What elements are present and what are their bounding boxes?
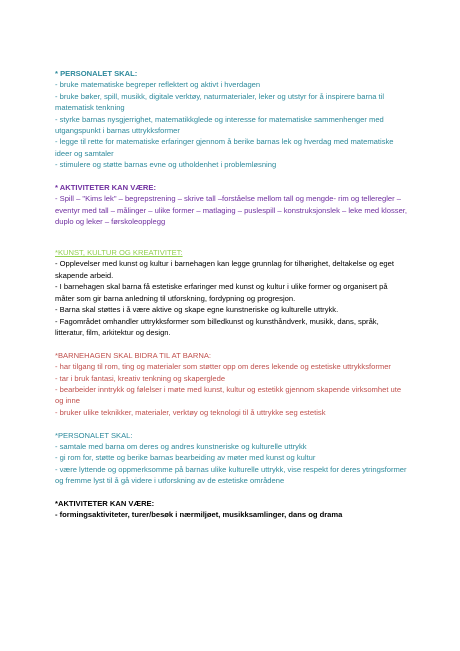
section-kunst-kultur	[55, 247, 407, 338]
paragraph: - Spill – "Kims lek" – begrepstrening – skrive tall –forståelse mellom tall og mengde- rim og telleregler – eventyr med tall – målinger – ulike former – matlaging – puslespill – konstruksjonslek – leke med klosser, duplo og leker – førskoleopplegg	[55, 194, 408, 227]
list-item: - bruker ulike teknikker, materialer, verktøy og teknologi til å uttrykke seg estetisk	[55, 407, 326, 417]
list-item: - bearbeider inntrykk og følelser i møte med kunst, kultur og estetikk gjennom skapende virksomhet ute og inne	[55, 384, 402, 406]
document-body	[55, 68, 407, 521]
paragraph: - formingsaktiviteter, turer/besøk i nærmiljøet, musikksamlinger, dans og drama	[55, 510, 343, 520]
list-item: - styrke barnas nysgjerrighet, matematikkglede og interesse for matematiske sammenhenger med utgangspunkt i barnas uttrykksformer	[55, 114, 384, 136]
section-heading: *BARNEHAGEN SKAL BIDRA TIL AT BARNA:	[55, 350, 212, 360]
section-heading: * PERSONALET SKAL:	[55, 69, 138, 78]
list-item: - stimulere og støtte barnas evne og utholdenhet i problemløsning	[55, 160, 277, 170]
section-heading: *PERSONALET SKAL:	[55, 430, 133, 440]
list-item: - være lyttende og oppmerksomme på barnas ulike kulturelle uttrykk, vise respekt for deres ytringsformer og fremme lyst til å gå videre i utforskning av de estetiske områdene	[55, 464, 407, 486]
list-item: - gi rom for, støtte og berike barnas bearbeiding av møter med kunst og kultur	[55, 453, 316, 463]
section-heading: *KUNST, KULTUR OG KREATIVITET:	[55, 248, 183, 258]
section-heading: * AKTIVITETER KAN VÆRE:	[55, 183, 156, 193]
list-item: - Opplevelser med kunst og kultur i barnehagen kan legge grunnlag for tilhørighet, deltakelse og eget skapende arbeid.	[55, 259, 394, 280]
list-item: - legge til rette for matematiske erfaringer gjennom å berike barnas lek og hverdag med matematiske ideer og samtaler	[55, 137, 394, 158]
list-item: - bruke matematiske begreper reflektert og aktivt i hverdagen	[55, 80, 261, 90]
section-personalet-matematikk	[55, 68, 407, 171]
list-item: - samtale med barna om deres og andres kunstneriske og kulturelle uttrykk	[55, 441, 307, 451]
list-item: - Barna skal støttes i å være aktive og skape egne kunstneriske og kulturelle uttrykk.	[55, 305, 339, 315]
list-item: - har tilgang til rom, ting og materialer som støtter opp om deres lekende og estetiske uttrykksformer	[55, 362, 391, 372]
section-heading: *AKTIVITETER KAN VÆRE:	[55, 498, 155, 508]
section-aktiviteter-matematikk	[55, 182, 407, 228]
section-aktiviteter-kunst	[55, 498, 407, 521]
section-personalet-kunst	[55, 430, 407, 487]
list-item: - tar i bruk fantasi, kreativ tenkning og skaperglede	[55, 373, 226, 383]
section-barnehagen-skal-bidra	[55, 350, 407, 418]
list-item: - I barnehagen skal barna få estetiske erfaringer med kunst og kultur i ulike former og organisert på måter som gir barna anledning til utforskning, fordypning og progresjon.	[55, 282, 388, 303]
list-item: - Fagområdet omhandler uttrykksformer som billedkunst og kunsthåndverk, musikk, dans, språk, litteratur, film, arkitektur og design.	[55, 316, 379, 337]
list-item: - bruke bøker, spill, musikk, digitale verktøy, naturmaterialer, leker og utstyr for å inspirere barna til matematisk tenkning	[55, 91, 385, 113]
